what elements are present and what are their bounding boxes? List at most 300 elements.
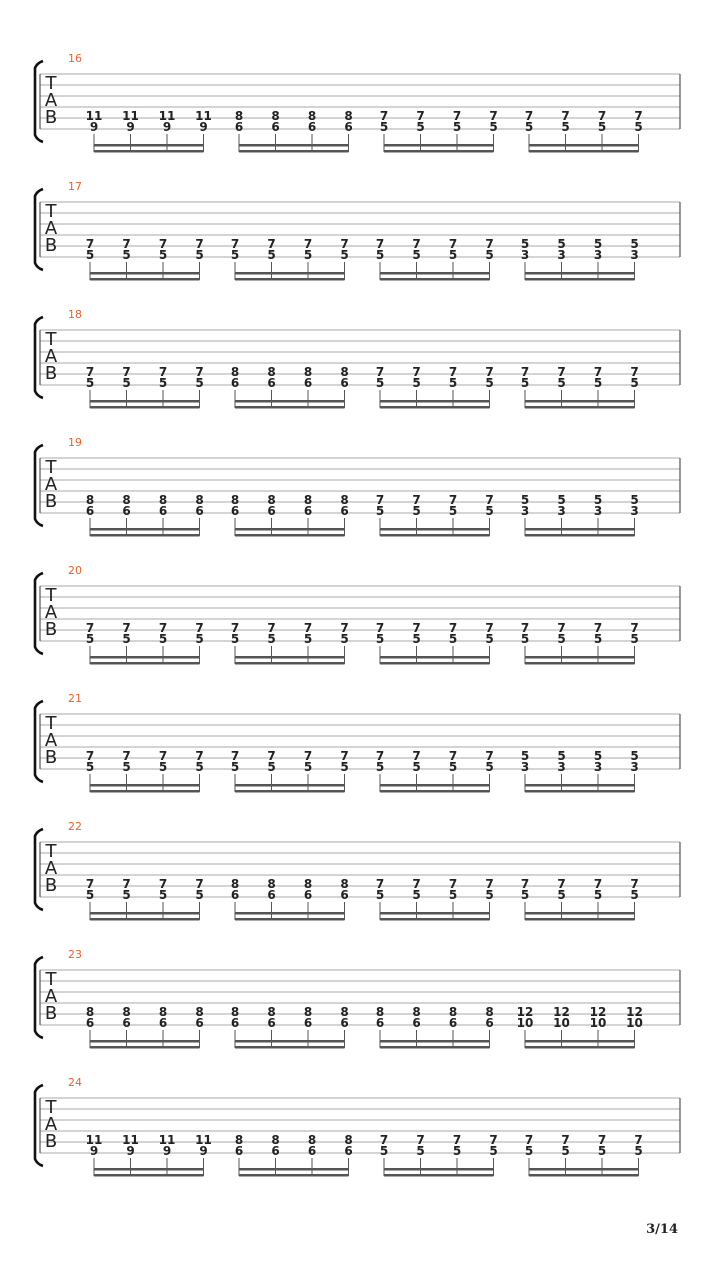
fret-number-bottom: 5 [412,504,421,518]
fret-number-bottom: 9 [89,1144,99,1158]
fret-number-top: 7 [122,621,131,635]
fret-number-bottom: 5 [634,120,643,134]
fret-number-top: 8 [412,1005,421,1019]
fret-number-bottom: 5 [634,1144,643,1158]
fret-number-bottom: 5 [158,760,168,774]
beam-secondary [525,918,635,921]
beam-secondary [239,1174,349,1177]
fret-number-top: 7 [122,365,131,379]
fret-number-bottom: 5 [593,376,603,390]
fret-number-top: 7 [485,749,494,763]
fret-number-top: 5 [557,493,566,507]
fret-number-top: 7 [520,877,530,891]
fret-number-bottom: 10 [626,1016,643,1030]
fret-number-top: 7 [630,365,639,379]
fret-number-top: 7 [230,621,240,635]
beam-primary [90,912,200,915]
fret-number-bottom: 5 [524,1144,534,1158]
tab-clef-letter: T [45,841,57,862]
beam-secondary [380,534,490,537]
fret-number-bottom: 5 [122,632,131,646]
fret-number-top: 7 [448,621,458,635]
system-bracket [35,701,43,782]
fret-number-bottom: 5 [412,632,421,646]
fret-number-top: 7 [520,621,530,635]
fret-number-bottom: 5 [448,248,458,262]
tab-clef-letter: B [44,619,58,640]
fret-number-bottom: 6 [307,120,317,134]
fret-number-bottom: 6 [485,1016,494,1030]
fret-number-bottom: 5 [158,632,168,646]
fret-number-bottom: 6 [344,1144,353,1158]
fret-number-bottom: 5 [375,888,385,902]
fret-number-top: 7 [158,621,168,635]
fret-number-top: 7 [412,877,421,891]
fret-number-bottom: 5 [593,632,603,646]
fret-number-bottom: 3 [557,248,566,262]
fret-number-bottom: 5 [412,376,421,390]
fret-number-top: 7 [158,877,168,891]
fret-number-top: 11 [195,109,212,123]
fret-number-bottom: 6 [303,1016,313,1030]
fret-number-top: 7 [448,749,458,763]
fret-number-top: 7 [593,877,603,891]
fret-number-bottom: 5 [85,376,95,390]
fret-number-top: 8 [122,1005,131,1019]
fret-number-top: 7 [489,1133,498,1147]
system-19 [35,436,680,537]
fret-number-top: 8 [195,493,204,507]
fret-number-top: 8 [303,877,313,891]
fret-number-bottom: 10 [589,1016,607,1030]
fret-number-bottom: 6 [344,120,353,134]
beam-primary [525,400,635,403]
beam-secondary [525,278,635,281]
fret-number-bottom: 6 [122,1016,131,1030]
fret-number-top: 7 [340,749,349,763]
beam-primary [525,912,635,915]
measure-number: 16 [68,52,82,65]
fret-number-top: 8 [234,109,244,123]
measure-number: 23 [68,948,82,961]
fret-number-top: 8 [230,365,240,379]
fret-number-top: 8 [307,1133,317,1147]
fret-number-bottom: 5 [122,248,131,262]
fret-number-bottom: 5 [561,1144,570,1158]
fret-number-bottom: 5 [158,248,168,262]
tab-clef-letter: B [44,491,58,512]
beam-primary [525,272,635,275]
beam-secondary [380,662,490,665]
beam-secondary [384,1174,494,1177]
system-bracket [35,61,43,142]
fret-number-top: 8 [307,109,317,123]
system-24 [35,1076,680,1177]
fret-number-bottom: 3 [557,504,566,518]
beam-primary [380,272,490,275]
fret-number-top: 8 [271,109,280,123]
fret-number-bottom: 6 [267,376,276,390]
fret-number-top: 11 [85,109,103,123]
beam-secondary [525,406,635,409]
fret-number-bottom: 5 [375,504,385,518]
beam-secondary [235,790,345,793]
beam-secondary [94,1174,204,1177]
fret-number-bottom: 3 [520,248,530,262]
fret-number-top: 7 [195,749,204,763]
fret-number-top: 7 [85,237,95,251]
fret-number-bottom: 6 [271,120,280,134]
fret-number-top: 5 [593,749,603,763]
fret-number-bottom: 5 [416,1144,425,1158]
system-21 [35,692,680,793]
fret-number-bottom: 5 [452,120,462,134]
fret-number-bottom: 5 [630,376,639,390]
fret-number-top: 12 [516,1005,534,1019]
fret-number-bottom: 5 [267,632,276,646]
system-18 [35,308,680,409]
beam-secondary [90,1046,200,1049]
beam-primary [90,784,200,787]
beam-secondary [235,278,345,281]
fret-number-bottom: 3 [630,760,639,774]
tab-clef-letter: B [44,107,58,128]
tab-clef-letter: A [44,858,58,879]
fret-number-bottom: 6 [230,504,240,518]
fret-number-top: 7 [630,621,639,635]
fret-number-top: 7 [158,237,168,251]
tab-clef-letter: A [44,1114,58,1135]
fret-number-top: 8 [340,1005,349,1019]
fret-number-bottom: 9 [199,1144,208,1158]
fret-number-top: 7 [489,109,498,123]
fret-number-top: 7 [375,493,385,507]
beam-primary [235,272,345,275]
fret-number-bottom: 5 [85,248,95,262]
fret-number-top: 8 [158,1005,168,1019]
measure-number: 24 [68,1076,82,1089]
fret-number-bottom: 5 [122,760,131,774]
fret-number-bottom: 3 [593,248,603,262]
fret-number-top: 8 [267,365,276,379]
fret-number-top: 7 [557,621,566,635]
beam-secondary [90,790,200,793]
tab-clef-letter: B [44,363,58,384]
measure-number: 21 [68,692,82,705]
beam-primary [94,144,204,147]
fret-number-top: 7 [634,109,643,123]
tab-clef-letter: T [45,1097,57,1118]
fret-number-bottom: 5 [557,888,566,902]
tab-clef-letter: T [45,329,57,350]
fret-number-top: 7 [85,877,95,891]
beam-primary [235,912,345,915]
system-22 [35,820,680,921]
fret-number-top: 5 [593,493,603,507]
fret-number-top: 7 [195,621,204,635]
fret-number-bottom: 5 [597,1144,607,1158]
fret-number-bottom: 9 [199,120,208,134]
fret-number-top: 8 [267,1005,276,1019]
fret-number-bottom: 5 [485,760,494,774]
fret-number-top: 7 [416,109,425,123]
beam-secondary [94,150,204,153]
beam-secondary [380,790,490,793]
fret-number-bottom: 5 [158,888,168,902]
system-bracket [35,829,43,910]
tab-clef-letter: A [44,218,58,239]
fret-number-bottom: 9 [126,1144,135,1158]
fret-number-bottom: 5 [412,248,421,262]
fret-number-top: 7 [303,749,313,763]
tab-clef-letter: T [45,457,57,478]
fret-number-top: 8 [158,493,168,507]
fret-number-top: 5 [520,237,530,251]
fret-number-bottom: 5 [267,760,276,774]
fret-number-top: 7 [452,1133,462,1147]
beam-primary [525,656,635,659]
beam-primary [235,784,345,787]
fret-number-top: 7 [375,621,385,635]
tab-clef-letter: T [45,713,57,734]
fret-number-bottom: 6 [340,1016,349,1030]
system-bracket [35,189,43,270]
fret-number-top: 11 [85,1133,103,1147]
fret-number-top: 8 [448,1005,458,1019]
fret-number-bottom: 5 [85,760,95,774]
fret-number-bottom: 5 [195,376,204,390]
fret-number-top: 7 [195,877,204,891]
fret-number-bottom: 5 [195,760,204,774]
fret-number-bottom: 6 [158,504,168,518]
fret-number-top: 5 [520,749,530,763]
fret-number-top: 7 [267,621,276,635]
fret-number-bottom: 5 [520,632,530,646]
fret-number-top: 7 [561,1133,570,1147]
fret-number-bottom: 6 [195,1016,204,1030]
fret-number-bottom: 6 [448,1016,458,1030]
fret-number-top: 5 [520,493,530,507]
fret-number-top: 12 [589,1005,607,1019]
fret-number-top: 7 [448,493,458,507]
fret-number-bottom: 6 [234,120,244,134]
fret-number-bottom: 5 [303,248,313,262]
fret-number-bottom: 5 [448,888,458,902]
fret-number-bottom: 5 [485,632,494,646]
fret-number-top: 8 [344,109,353,123]
fret-number-top: 7 [485,237,494,251]
fret-number-top: 7 [485,621,494,635]
tab-clef-letter: A [44,986,58,1007]
fret-number-top: 7 [195,237,204,251]
fret-number-bottom: 6 [340,504,349,518]
page-number: 3/14 [646,1222,678,1237]
fret-number-bottom: 5 [448,632,458,646]
beam-primary [380,528,490,531]
fret-number-bottom: 6 [303,888,313,902]
beam-primary [525,1040,635,1043]
fret-number-bottom: 6 [267,504,276,518]
fret-number-bottom: 5 [520,888,530,902]
beam-primary [529,144,639,147]
fret-number-top: 8 [85,1005,95,1019]
fret-number-top: 7 [230,749,240,763]
fret-number-top: 7 [448,877,458,891]
fret-number-top: 8 [303,365,313,379]
fret-number-top: 7 [375,237,385,251]
fret-number-top: 5 [630,237,639,251]
fret-number-bottom: 5 [375,632,385,646]
fret-number-top: 8 [303,493,313,507]
fret-number-bottom: 3 [520,760,530,774]
beam-secondary [529,1174,639,1177]
fret-number-bottom: 9 [162,1144,172,1158]
beam-secondary [529,150,639,153]
fret-number-bottom: 5 [485,504,494,518]
fret-number-top: 7 [452,109,462,123]
fret-number-top: 7 [375,365,385,379]
tab-clef-letter: B [44,1003,58,1024]
fret-number-bottom: 6 [267,1016,276,1030]
fret-number-top: 7 [379,1133,389,1147]
fret-number-top: 7 [85,365,95,379]
system-23 [35,948,680,1049]
tab-clef-letter: A [44,346,58,367]
beam-primary [90,656,200,659]
measure-number: 20 [68,564,82,577]
fret-number-top: 8 [230,1005,240,1019]
beam-secondary [239,150,349,153]
beam-secondary [90,534,200,537]
fret-number-bottom: 5 [230,760,240,774]
fret-number-top: 8 [230,877,240,891]
tab-clef-letter: T [45,201,57,222]
fret-number-bottom: 5 [340,632,349,646]
fret-number-top: 7 [561,109,570,123]
fret-number-top: 5 [630,749,639,763]
fret-number-bottom: 6 [340,376,349,390]
beam-primary [525,528,635,531]
measure-number: 18 [68,308,82,321]
fret-number-top: 7 [122,749,131,763]
beam-primary [90,528,200,531]
fret-number-top: 12 [626,1005,643,1019]
fret-number-top: 7 [412,237,421,251]
fret-number-top: 11 [195,1133,212,1147]
fret-number-bottom: 5 [303,760,313,774]
fret-number-bottom: 5 [375,760,385,774]
fret-number-bottom: 6 [234,1144,244,1158]
fret-number-top: 7 [485,877,494,891]
beam-secondary [384,150,494,153]
system-16 [35,52,680,153]
beam-primary [239,1168,349,1171]
tab-clef-letter: T [45,73,57,94]
beam-secondary [235,1046,345,1049]
fret-number-top: 5 [557,749,566,763]
system-17 [35,180,680,281]
fret-number-top: 7 [195,365,204,379]
fret-number-top: 8 [85,493,95,507]
fret-number-bottom: 5 [122,888,131,902]
fret-number-top: 7 [340,237,349,251]
fret-number-top: 8 [340,493,349,507]
fret-number-top: 7 [524,1133,534,1147]
beam-primary [384,1168,494,1171]
system-20 [35,564,680,665]
beam-primary [235,528,345,531]
tab-clef-letter: A [44,90,58,111]
measure-number: 17 [68,180,82,193]
fret-number-bottom: 5 [375,248,385,262]
fret-number-bottom: 10 [553,1016,570,1030]
beam-secondary [235,406,345,409]
fret-number-bottom: 5 [452,1144,462,1158]
fret-number-top: 12 [553,1005,570,1019]
fret-number-bottom: 5 [630,888,639,902]
fret-number-top: 7 [267,749,276,763]
fret-number-bottom: 5 [379,120,389,134]
beam-secondary [525,790,635,793]
beam-primary [94,1168,204,1171]
fret-number-top: 8 [344,1133,353,1147]
system-bracket [35,445,43,526]
beam-secondary [525,534,635,537]
fret-number-top: 7 [448,365,458,379]
fret-number-bottom: 6 [303,376,313,390]
fret-number-bottom: 5 [412,760,421,774]
fret-number-bottom: 6 [230,888,240,902]
fret-number-bottom: 3 [593,760,603,774]
fret-number-bottom: 6 [375,1016,385,1030]
beam-secondary [380,278,490,281]
beam-primary [529,1168,639,1171]
fret-number-bottom: 3 [630,504,639,518]
fret-number-top: 7 [412,493,421,507]
fret-number-top: 7 [375,877,385,891]
fret-number-bottom: 5 [158,376,168,390]
fret-number-top: 8 [303,1005,313,1019]
beam-secondary [235,662,345,665]
fret-number-bottom: 6 [122,504,131,518]
fret-number-bottom: 9 [162,120,172,134]
beam-primary [380,656,490,659]
fret-number-top: 8 [230,493,240,507]
tab-clef-letter: B [44,235,58,256]
beam-primary [380,912,490,915]
fret-number-bottom: 5 [630,632,639,646]
fret-number-top: 8 [375,1005,385,1019]
fret-number-top: 7 [379,109,389,123]
fret-number-top: 7 [303,237,313,251]
beam-primary [380,400,490,403]
fret-number-top: 7 [630,877,639,891]
fret-number-bottom: 5 [122,376,131,390]
fret-number-top: 8 [234,1133,244,1147]
fret-number-bottom: 3 [557,760,566,774]
fret-number-top: 8 [267,493,276,507]
fret-number-top: 7 [597,1133,607,1147]
system-bracket [35,1085,43,1166]
system-bracket [35,957,43,1038]
fret-number-top: 7 [340,621,349,635]
fret-number-top: 7 [416,1133,425,1147]
fret-number-bottom: 5 [267,248,276,262]
fret-number-top: 5 [557,237,566,251]
fret-number-bottom: 5 [448,760,458,774]
tab-clef-letter: B [44,747,58,768]
fret-number-bottom: 6 [85,1016,95,1030]
